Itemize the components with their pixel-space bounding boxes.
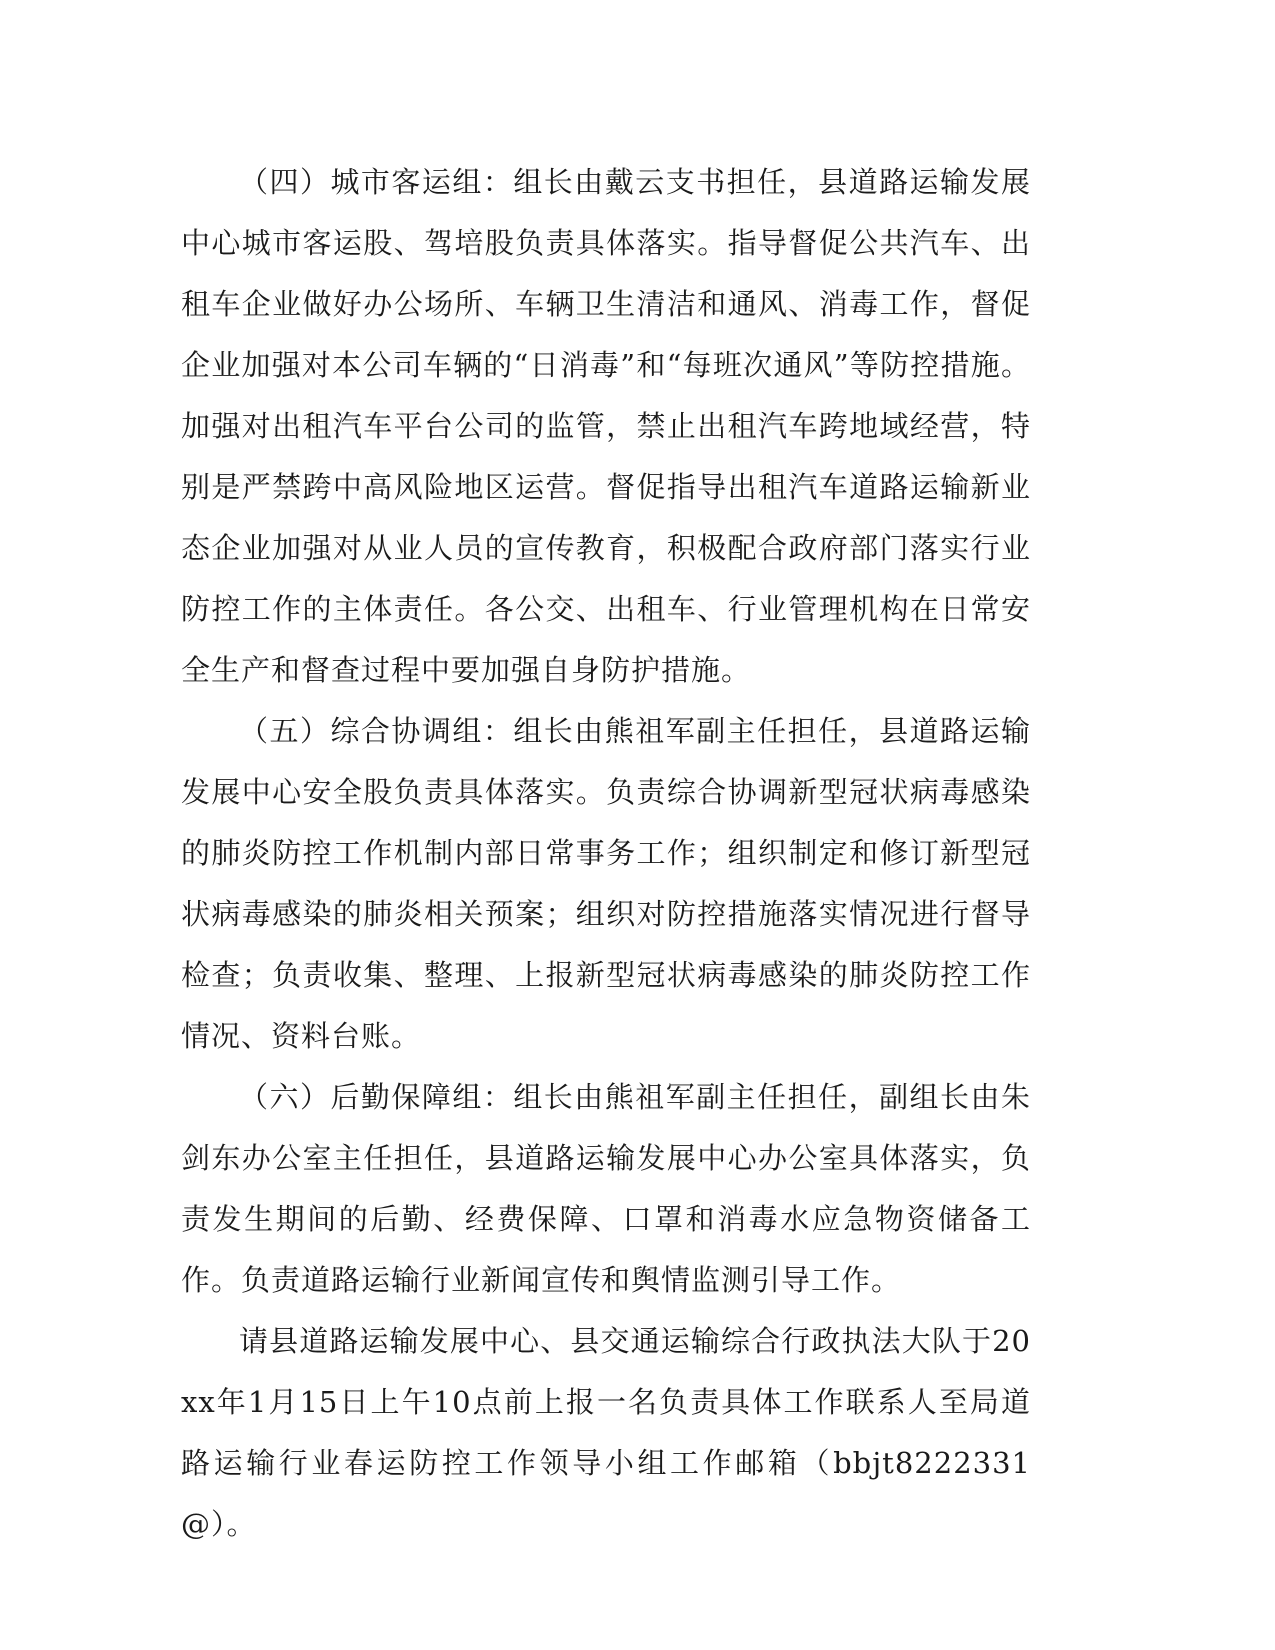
paragraph-logistics-group: （六）后勤保障组：组长由熊祖军副主任担任，副组长由朱剑东办公室主任担任，县道路运输发展中心办公室具体落实，负责发生期间的后勤、经费保障、口罩和消毒水应急物资储备工作。负责道路运输行业新闻宣传和舆情监测引导工作。 — [181, 1080, 1031, 1297]
paragraph-contact-request: 请县道路运输发展中心、县交通运输综合行政执法大队于20xx年1月15日上午10点前上报一名负责具体工作联系人至局道路运输行业春运防控工作领导小组工作邮箱（bbjt8222331@）。 — [181, 1324, 1031, 1541]
document-body — [181, 152, 1031, 1555]
paragraph-city-passenger-group: （四）城市客运组：组长由戴云支书担任，县道路运输发展中心城市客运股、驾培股负责具体落实。指导督促公共汽车、出租车企业做好办公场所、车辆卫生清洁和通风、消毒工作，督促企业加强对本公司车辆的“日消毒”和“每班次通风”等防控措施。加强对出租汽车平台公司的监管，禁止出租汽车跨地域经营，特别是严禁跨中高风险地区运营。督促指导出租汽车道路运输新业态企业加强对从业人员的宣传教育，积极配合政府部门落实行业防控工作的主体责任。各公交、出租车、行业管理机构在日常安全生产和督查过程中要加强自身防护措施。 — [181, 165, 1031, 687]
paragraph-coordination-group: （五）综合协调组：组长由熊祖军副主任担任，县道路运输发展中心安全股负责具体落实。负责综合协调新型冠状病毒感染的肺炎防控工作机制内部日常事务工作；组织制定和修订新型冠状病毒感染的肺炎相关预案；组织对防控措施落实情况进行督导检查；负责收集、整理、上报新型冠状病毒感染的肺炎防控工作情况、资料台账。 — [181, 714, 1031, 1053]
